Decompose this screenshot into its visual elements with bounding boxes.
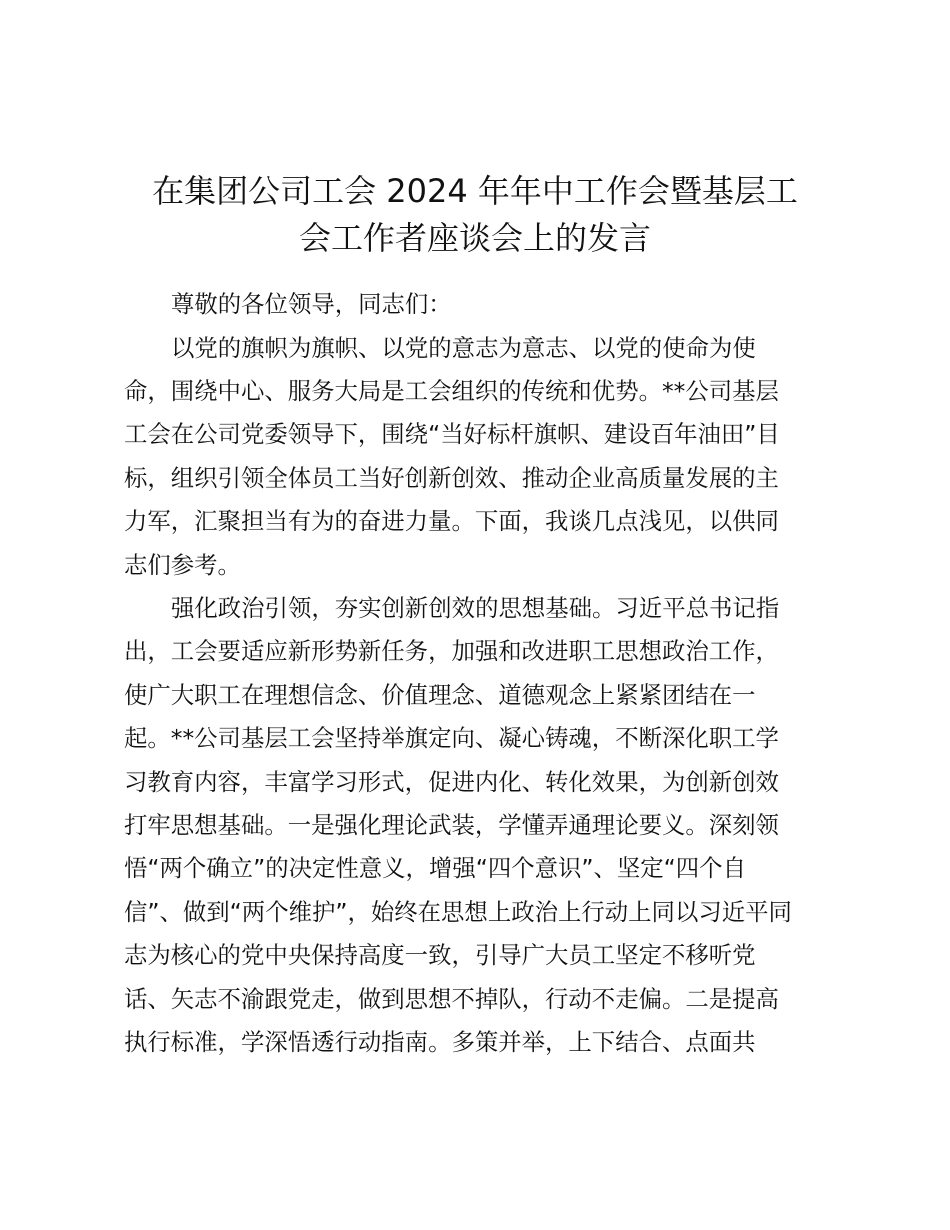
body-line: 强化政治引领，夯实创新创效的思想基础。习近平总书记指 bbox=[171, 594, 780, 622]
body-line: 执行标准，学深悟透行动指南。多策并举，上下结合、点面共 bbox=[124, 1028, 756, 1056]
body-line: 命，围绕中心、服务大局是工会组织的传统和优势。**公司基层 bbox=[124, 377, 779, 405]
body-line: 力军，汇聚担当有为的奋进力量。下面，我谈几点浅见，以供同 bbox=[124, 507, 779, 535]
title-line-1: 在集团公司工会 2024 年年中工作会暨基层工 bbox=[152, 172, 798, 210]
title-line-2: 会工作者座谈会上的发言 bbox=[298, 219, 651, 257]
body-line: 习教育内容，丰富学习形式，促进内化、转化效果，为创新创效 bbox=[124, 768, 779, 796]
body-line: 话、矢志不渝跟党走，做到思想不掉队，行动不走偏。二是提高 bbox=[124, 985, 779, 1013]
body-line: 打牢思想基础。一是强化理论武装，学懂弄通理论要义。深刻领 bbox=[124, 811, 779, 839]
body-line: 信”、做到“两个维护”，始终在思想上政治上行动上同以习近平同 bbox=[124, 898, 792, 926]
body-line: 志为核心的党中央保持高度一致，引导广大员工坚定不移听党 bbox=[124, 941, 756, 969]
salutation: 尊敬的各位领导，同志们： bbox=[171, 290, 452, 318]
body-line: 使广大职工在理想信念、价值理念、道德观念上紧紧团结在一 bbox=[124, 681, 756, 709]
body-line: 起。**公司基层工会坚持举旗定向、凝心铸魂，不断深化职工学 bbox=[124, 724, 779, 752]
body-line: 以党的旗帜为旗帜、以党的意志为意志、以党的使命为使 bbox=[171, 334, 756, 362]
body-line: 悟“两个确立”的决定性意义，增强“四个意识”、坚定“四个自 bbox=[124, 854, 746, 882]
body-line: 志们参考。 bbox=[124, 551, 241, 579]
body-line: 工会在公司党委领导下，围绕“当好标杆旗帜、建设百年油田”目 bbox=[124, 420, 780, 448]
body-line: 标，组织引领全体员工当好创新创效、推动企业高质量发展的主 bbox=[124, 464, 779, 492]
body-line: 出，工会要适应新形势新任务，加强和改进职工思想政治工作， bbox=[124, 637, 779, 665]
document-title bbox=[110, 168, 840, 262]
